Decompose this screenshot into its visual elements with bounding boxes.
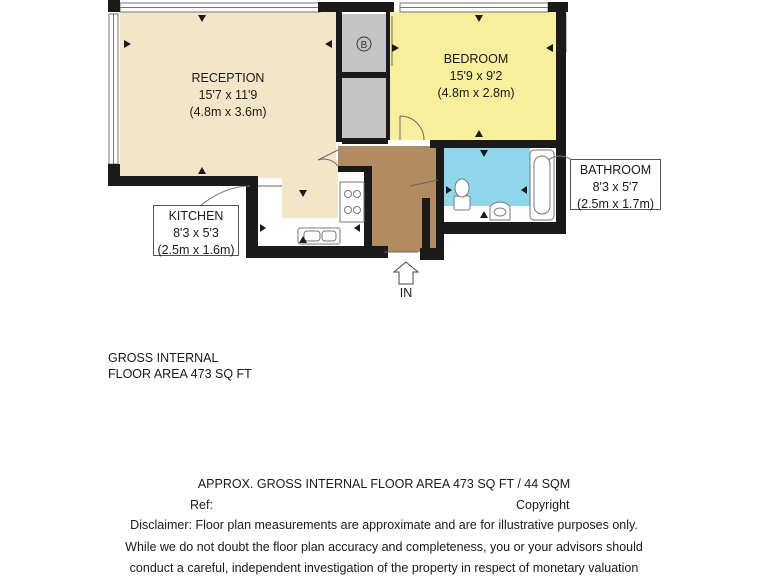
- gross-line-1: GROSS INTERNAL: [108, 351, 219, 365]
- bathroom-label: [570, 159, 661, 210]
- footer-area: APPROX. GROSS INTERNAL FLOOR AREA 473 SQ FT / 44 SQM: [197, 477, 571, 491]
- footer-copyright: Copyright: [516, 498, 570, 512]
- kitchen-name: KITCHEN: [168, 209, 224, 223]
- entrance-arrow-icon: [394, 262, 418, 284]
- footer-disclaimer-1: Disclaimer: Floor plan measurements are approximate and are for illustrative purposes only.: [130, 518, 638, 532]
- gross-area-note: [108, 350, 252, 382]
- bedroom-imperial: 15'9 x 9'2: [449, 69, 503, 83]
- reception-label: [178, 70, 278, 121]
- gross-line-2: FLOOR AREA 473 SQ FT: [108, 367, 252, 381]
- kitchen-metric: (2.5m x 1.6m): [157, 243, 235, 257]
- entrance-label: IN: [399, 286, 413, 300]
- footer-ref: Ref:: [190, 498, 213, 512]
- footer-disclaimer-3: conduct a careful, independent investigation of the property in respect of monetary valuation: [129, 561, 639, 575]
- bedroom-name: BEDROOM: [443, 52, 509, 66]
- reception-extension: [282, 160, 338, 218]
- bedroom-label: [426, 51, 526, 102]
- bathroom-imperial: 8'3 x 5'7: [592, 180, 639, 194]
- bathroom-name: BATHROOM: [579, 163, 652, 177]
- boiler-label: B: [360, 40, 368, 51]
- reception-imperial: 15'7 x 11'9: [198, 88, 258, 102]
- kitchen-label: [153, 205, 239, 256]
- reception-metric: (4.8m x 3.6m): [189, 105, 267, 119]
- reception-name: RECEPTION: [191, 71, 265, 85]
- bedroom-metric: (4.8m x 2.8m): [437, 86, 515, 100]
- kitchen-imperial: 8'3 x 5'3: [173, 226, 219, 240]
- bathroom-metric: (2.5m x 1.7m): [576, 197, 655, 211]
- footer-disclaimer-2: While we do not doubt the floor plan accuracy and completeness, you or your advisors should: [125, 540, 643, 554]
- cupboard-store: [342, 78, 386, 142]
